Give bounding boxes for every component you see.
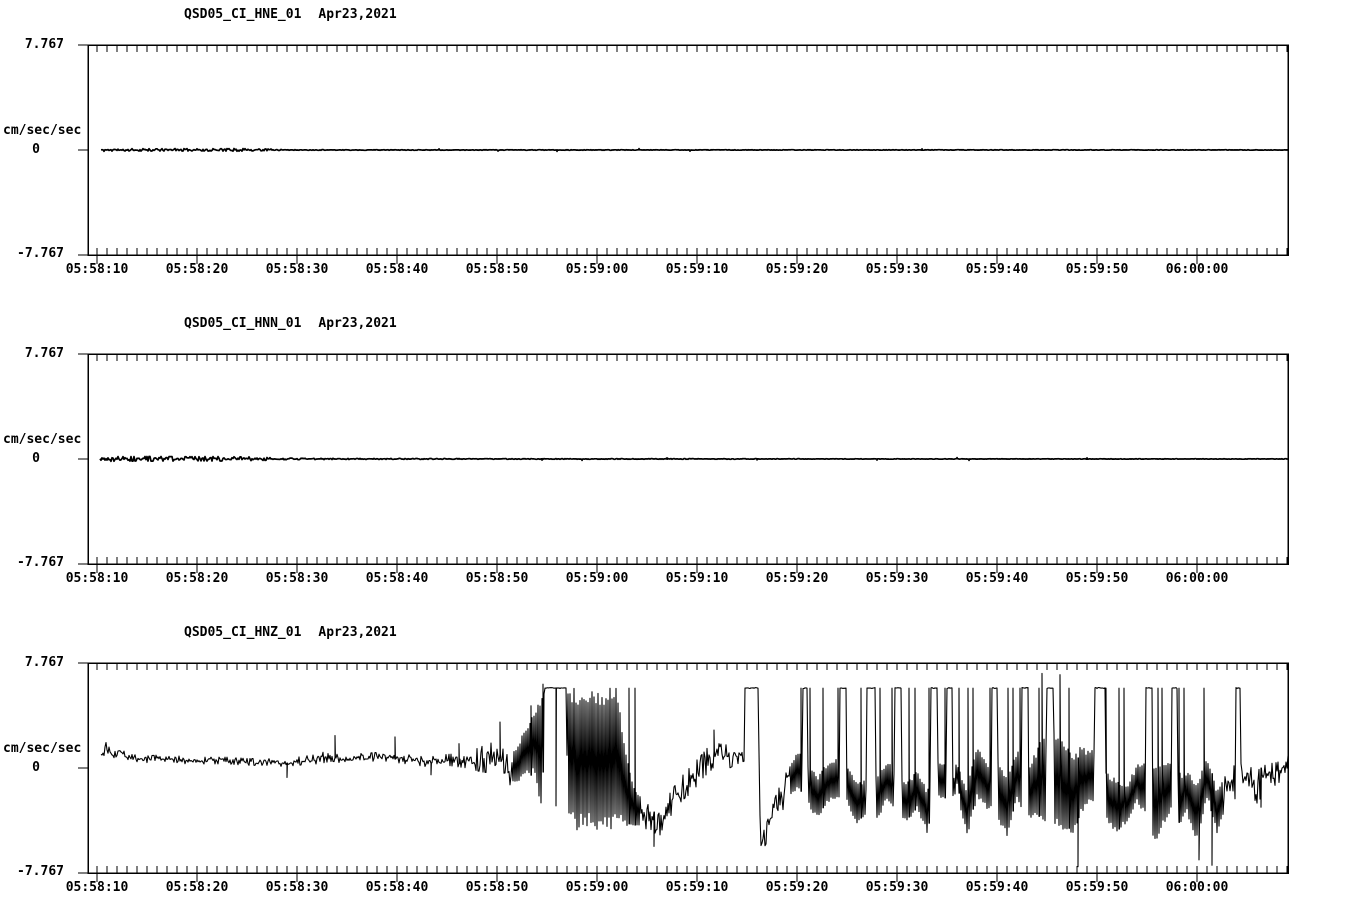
x-tick-label: 05:58:10 (65, 262, 129, 277)
x-tick-label: 05:59:00 (565, 880, 629, 895)
x-tick-label: 05:58:50 (465, 262, 529, 277)
x-tick-label: 05:59:10 (665, 880, 729, 895)
seismic-trace-2 (101, 673, 1288, 866)
x-tick-label: 05:59:10 (665, 262, 729, 277)
x-tick-label: 05:59:10 (665, 571, 729, 586)
panel-title-hne (184, 7, 397, 22)
seismic-trace-1 (100, 457, 1288, 462)
x-tick-label: 05:58:30 (265, 571, 329, 586)
x-tick-label: 05:59:00 (565, 262, 629, 277)
x-tick-label: 05:59:00 (565, 571, 629, 586)
x-tick-label: 06:00:00 (1165, 571, 1229, 586)
station-channel-label: QSD05_CI_HNN_01 (184, 316, 302, 331)
x-tick-label: 05:58:40 (365, 262, 429, 277)
x-tick-label: 05:59:30 (865, 571, 929, 586)
x-tick-label: 05:58:50 (465, 880, 529, 895)
x-tick-label: 05:58:40 (365, 571, 429, 586)
y-axis-max-label: 7.767 (24, 37, 64, 52)
date-label: Apr23,2021 (318, 7, 397, 22)
y-axis-min-label: -7.767 (17, 555, 64, 570)
y-axis-unit-label: cm/sec/sec (3, 123, 82, 138)
x-tick-label: 05:58:30 (265, 880, 329, 895)
station-channel-label: QSD05_CI_HNE_01 (184, 7, 302, 22)
y-axis-min-label: -7.767 (17, 246, 64, 261)
x-tick-label: 05:59:20 (765, 262, 829, 277)
axis-box (88, 663, 1288, 873)
x-tick-label: 05:59:30 (865, 262, 929, 277)
date-label: Apr23,2021 (318, 625, 397, 640)
axis-ticks (78, 354, 1287, 573)
x-tick-label: 06:00:00 (1165, 262, 1229, 277)
y-axis-max-label: 7.767 (24, 655, 64, 670)
x-tick-label: 06:00:00 (1165, 880, 1229, 895)
x-tick-label: 05:59:40 (965, 571, 1029, 586)
x-tick-label: 05:58:20 (165, 262, 229, 277)
x-tick-label: 05:59:40 (965, 880, 1029, 895)
date-label: Apr23,2021 (318, 316, 397, 331)
y-axis-zero-label: 0 (32, 451, 40, 466)
panel-title-hnz (184, 625, 397, 640)
y-axis-unit-label: cm/sec/sec (3, 432, 82, 447)
x-tick-label: 05:59:50 (1065, 571, 1129, 586)
x-tick-label: 05:59:50 (1065, 880, 1129, 895)
x-tick-label: 05:58:10 (65, 880, 129, 895)
x-tick-label: 05:59:30 (865, 880, 929, 895)
x-tick-label: 05:59:20 (765, 571, 829, 586)
seismic-trace-0 (101, 149, 1288, 152)
y-axis-max-label: 7.767 (24, 346, 64, 361)
x-tick-label: 05:58:20 (165, 571, 229, 586)
y-axis-zero-label: 0 (32, 142, 40, 157)
x-tick-label: 05:59:40 (965, 262, 1029, 277)
y-axis-zero-label: 0 (32, 760, 40, 775)
x-tick-label: 05:58:40 (365, 880, 429, 895)
panel-title-hnn (184, 316, 397, 331)
x-tick-label: 05:58:30 (265, 262, 329, 277)
station-channel-label: QSD05_CI_HNZ_01 (184, 625, 302, 640)
y-axis-min-label: -7.767 (17, 864, 64, 879)
y-axis-unit-label: cm/sec/sec (3, 741, 82, 756)
axis-ticks (78, 45, 1287, 264)
x-tick-label: 05:58:20 (165, 880, 229, 895)
x-tick-label: 05:58:50 (465, 571, 529, 586)
x-tick-label: 05:58:10 (65, 571, 129, 586)
x-tick-label: 05:59:50 (1065, 262, 1129, 277)
x-tick-label: 05:59:20 (765, 880, 829, 895)
